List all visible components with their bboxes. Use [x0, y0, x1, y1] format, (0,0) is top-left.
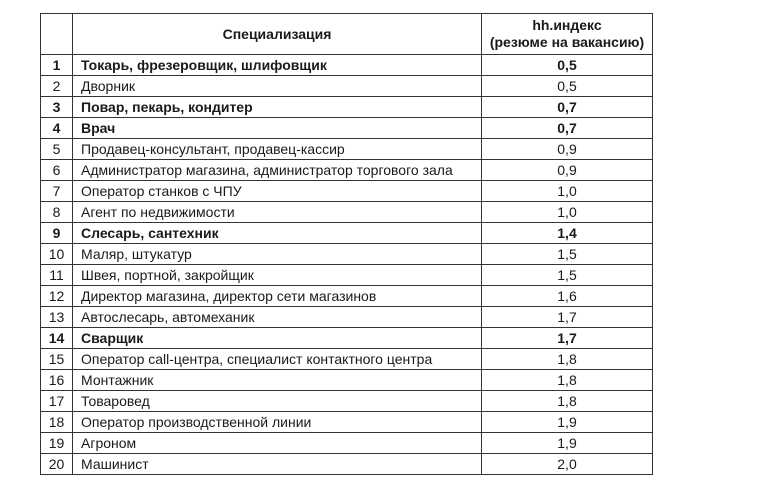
row-number: 13 [41, 307, 73, 328]
row-specialization: Сварщик [73, 328, 482, 349]
row-hh-index: 2,0 [482, 454, 653, 475]
row-number: 4 [41, 118, 73, 139]
row-specialization: Продавец-консультант, продавец-кассир [73, 139, 482, 160]
row-specialization: Швея, портной, закройщик [73, 265, 482, 286]
row-hh-index: 1,8 [482, 391, 653, 412]
table-row [41, 55, 653, 76]
row-specialization: Администратор магазина, администратор торгового зала [73, 160, 482, 181]
row-hh-index: 0,7 [482, 118, 653, 139]
row-hh-index: 1,0 [482, 202, 653, 223]
row-number: 20 [41, 454, 73, 475]
header-hh-index-line1: hh.индекс [532, 17, 602, 33]
row-hh-index: 0,7 [482, 97, 653, 118]
row-specialization: Агроном [73, 433, 482, 454]
row-hh-index: 1,4 [482, 223, 653, 244]
table-row [41, 370, 653, 391]
row-specialization: Маляр, штукатур [73, 244, 482, 265]
row-specialization: Повар, пекарь, кондитер [73, 97, 482, 118]
row-number: 1 [41, 55, 73, 76]
row-number: 7 [41, 181, 73, 202]
row-hh-index: 1,0 [482, 181, 653, 202]
row-number: 6 [41, 160, 73, 181]
row-hh-index: 1,9 [482, 412, 653, 433]
row-number: 16 [41, 370, 73, 391]
table-row [41, 181, 653, 202]
table-row [41, 454, 653, 475]
row-specialization: Агент по недвижимости [73, 202, 482, 223]
row-hh-index: 1,5 [482, 244, 653, 265]
table-row [41, 223, 653, 244]
row-hh-index: 1,9 [482, 433, 653, 454]
row-hh-index: 1,8 [482, 370, 653, 391]
table-row [41, 286, 653, 307]
row-number: 19 [41, 433, 73, 454]
table-row [41, 265, 653, 286]
table-row [41, 76, 653, 97]
table-row [41, 391, 653, 412]
table-row [41, 433, 653, 454]
row-number: 12 [41, 286, 73, 307]
row-number: 10 [41, 244, 73, 265]
row-hh-index: 1,5 [482, 265, 653, 286]
header-specialization: Специализация [73, 14, 482, 55]
row-hh-index: 1,8 [482, 349, 653, 370]
row-hh-index: 1,6 [482, 286, 653, 307]
row-number: 2 [41, 76, 73, 97]
header-num [41, 14, 73, 55]
table-row [41, 307, 653, 328]
row-number: 8 [41, 202, 73, 223]
row-number: 15 [41, 349, 73, 370]
row-specialization: Слесарь, сантехник [73, 223, 482, 244]
header-hh-index [482, 14, 653, 55]
row-specialization: Монтажник [73, 370, 482, 391]
row-number: 3 [41, 97, 73, 118]
row-hh-index: 0,5 [482, 76, 653, 97]
row-specialization: Оператор производственной линии [73, 412, 482, 433]
row-number: 5 [41, 139, 73, 160]
row-specialization: Автослесарь, автомеханик [73, 307, 482, 328]
row-hh-index: 0,9 [482, 139, 653, 160]
table-row [41, 118, 653, 139]
row-specialization: Оператор станков с ЧПУ [73, 181, 482, 202]
table-row [41, 160, 653, 181]
row-hh-index: 0,9 [482, 160, 653, 181]
header-hh-index-line2: (резюме на вакансию) [489, 34, 645, 50]
row-specialization: Токарь, фрезеровщик, шлифовщик [73, 55, 482, 76]
table-row [41, 202, 653, 223]
table-row [41, 412, 653, 433]
specialization-table [40, 13, 653, 475]
row-number: 17 [41, 391, 73, 412]
row-specialization: Дворник [73, 76, 482, 97]
table-row [41, 97, 653, 118]
row-number: 14 [41, 328, 73, 349]
row-number: 9 [41, 223, 73, 244]
row-hh-index: 1,7 [482, 328, 653, 349]
table-row [41, 244, 653, 265]
row-specialization: Машинист [73, 454, 482, 475]
table-row [41, 139, 653, 160]
table-header-row [41, 14, 653, 55]
table-row [41, 328, 653, 349]
row-specialization: Врач [73, 118, 482, 139]
row-specialization: Оператор call-центра, специалист контактного центра [73, 349, 482, 370]
table-body [41, 55, 653, 475]
row-specialization: Товаровед [73, 391, 482, 412]
row-specialization: Директор магазина, директор сети магазинов [73, 286, 482, 307]
row-hh-index: 1,7 [482, 307, 653, 328]
table-row [41, 349, 653, 370]
row-number: 18 [41, 412, 73, 433]
row-hh-index: 0,5 [482, 55, 653, 76]
row-number: 11 [41, 265, 73, 286]
